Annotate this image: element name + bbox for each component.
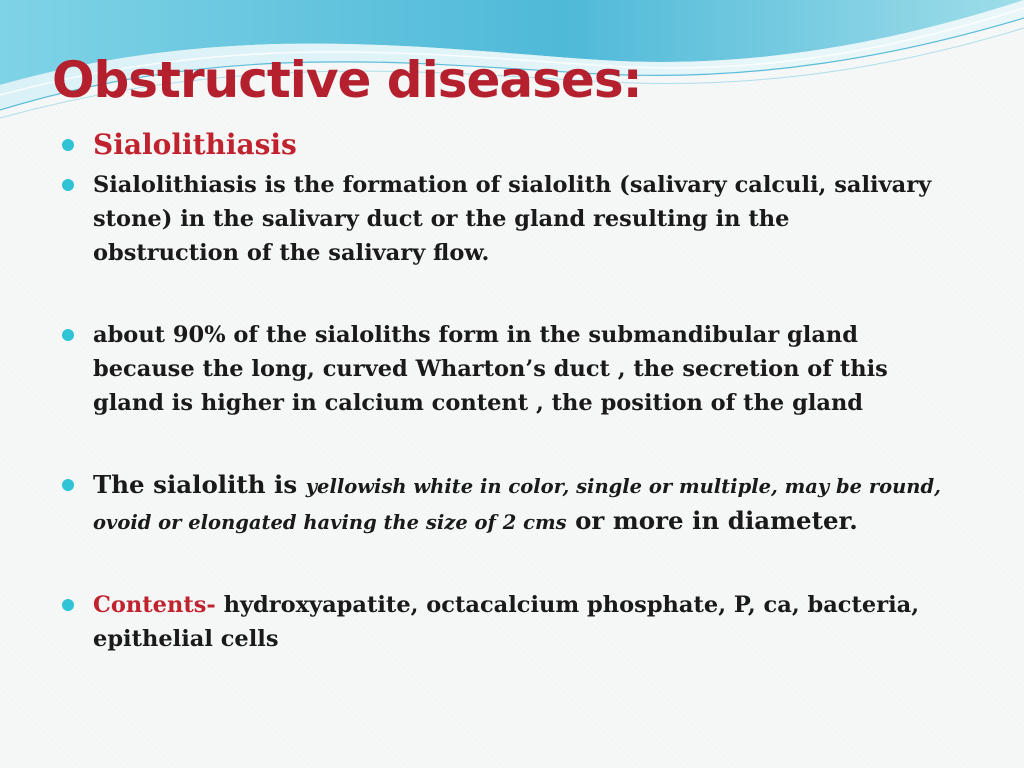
- bullet-definition: [62, 168, 942, 270]
- bullet-dot-icon: [62, 599, 74, 611]
- bullet-dot-icon: [62, 139, 74, 151]
- bullet-submandibular: [62, 318, 942, 420]
- bullet-dot-icon: [62, 329, 74, 341]
- bullet-text-italic: yellowish white in color, single or multiple, may be round, ovoid or elongated having the size of 2 cms: [93, 475, 941, 534]
- bullet-text: Sialolithiasis is the formation of sialolith (salivary calculi, salivary stone) in the salivary duct or the gland resulting in the obstruction of the salivary flow.: [93, 172, 932, 266]
- bullet-text-tail: or more in diameter.: [566, 506, 858, 535]
- bullet-sialolithiasis-heading: [62, 128, 942, 164]
- bullet-text: about 90% of the sialoliths form in the submandibular gland because the long, curved Wharton’s duct , the secretion of this gland is higher in calcium content , the position of the gland: [93, 322, 888, 416]
- bullet-sialolith-description: [62, 468, 942, 540]
- bullet-text: Sialolithiasis: [93, 128, 297, 161]
- bullet-text-lead: The sialolith is: [93, 470, 306, 499]
- bullet-text: hydroxyapatite, octacalcium phosphate, P, ca, bacteria, epithelial cells: [93, 592, 920, 652]
- bullet-label: Contents-: [93, 592, 216, 618]
- bullet-dot-icon: [62, 179, 74, 191]
- bullet-contents: [62, 588, 942, 656]
- bullet-list: [62, 128, 942, 656]
- bullet-dot-icon: [62, 479, 74, 491]
- slide-title: Obstructive diseases:: [52, 51, 642, 109]
